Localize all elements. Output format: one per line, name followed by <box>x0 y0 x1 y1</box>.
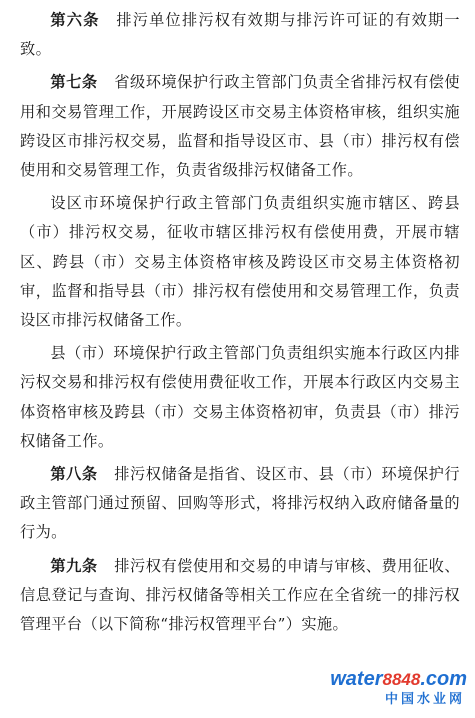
paragraph-text: 县（市）环境保护行政主管部门负责组织实施本行政区内排污权交易和排污权有偿使用费征收工作，开展本行政区内交易主体资格审核及跨县（市）交易主体资格初审，负责县（市）排污权储备工作。 <box>20 344 460 450</box>
watermark-chinese-name: 中国水业网 <box>384 692 465 707</box>
paragraph-county-duties <box>20 339 460 456</box>
article-heading: 第六条 <box>50 11 100 29</box>
article-heading: 第七条 <box>50 73 98 92</box>
article-heading: 第八条 <box>50 465 98 484</box>
paragraph-text: 排污单位排污权有效期与排污许可证的有效期一致。 <box>20 11 460 59</box>
paragraph-text: 排污权有偿使用和交易的申请与审核、费用征收、信息登记与查询、排污权储备等相关工作应在全省统一的排污权管理平台（以下简称“排污权管理平台”）实施。 <box>20 556 460 634</box>
paragraph-text: 设区市环境保护行政主管部门负责组织实施市辖区、跨县（市）排污权交易，征收市辖区排污权有偿使用费，开展市辖区、跨县（市）交易主体资格审核及跨设区市交易主体资格初审，监督和指导县（市）排污权有偿使用和交易管理工作，负责设区市排污权储备工作。 <box>20 194 460 330</box>
article-heading: 第九条 <box>50 556 98 575</box>
paragraph-article-9 <box>20 552 460 640</box>
document-body <box>20 6 460 643</box>
paragraph-city-duties <box>20 189 460 335</box>
watermark-logo <box>330 668 467 712</box>
paragraph-article-7 <box>20 68 460 185</box>
paragraph-text: 排污权储备是指省、设区市、县（市）环境保护行政主管部门通过预留、回购等形式，将排污权纳入政府储备量的行为。 <box>20 465 460 542</box>
paragraph-article-6 <box>20 6 460 64</box>
paragraph-article-8 <box>20 460 460 548</box>
watermark-brand: water8848.com <box>330 668 467 690</box>
paragraph-text: 省级环境保护行政主管部门负责全省排污权有偿使用和交易管理工作，开展跨设区市交易主体资格审核，组织实施跨设区市排污权交易，监督和指导设区市、县（市）排污权有偿使用和交易管理工作，负责省级排污权储备工作。 <box>20 73 460 180</box>
